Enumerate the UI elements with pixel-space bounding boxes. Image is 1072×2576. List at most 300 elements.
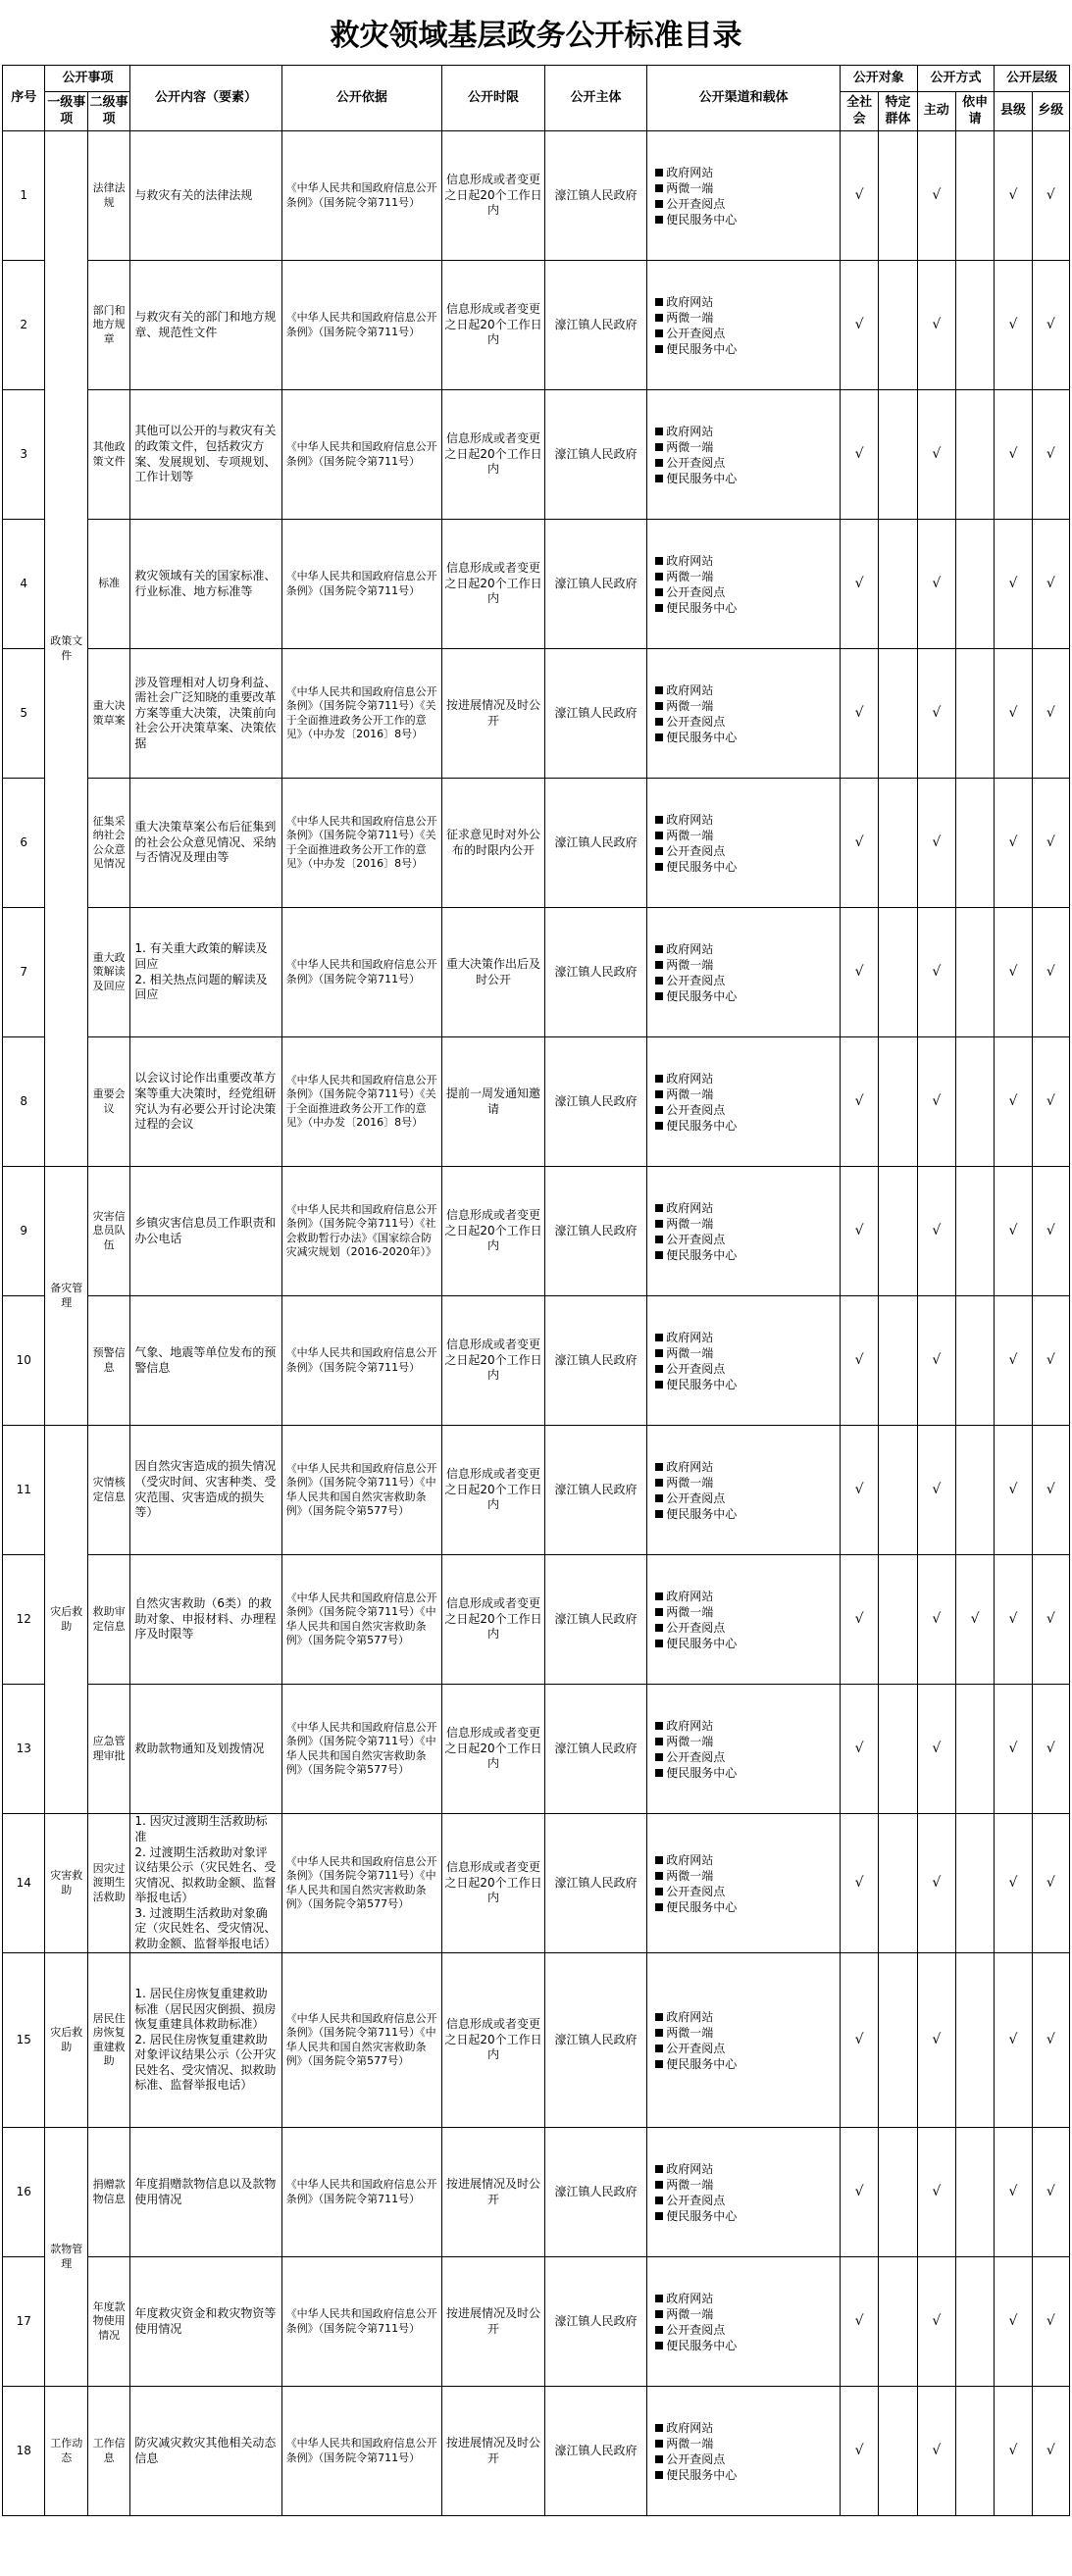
channel-item (655, 2193, 832, 2208)
table-row (3, 1685, 1070, 1814)
channel-label: 公开查阅点 (666, 843, 726, 858)
channel-item (655, 310, 832, 326)
first-level-item: 政策文件 (45, 131, 87, 1167)
check-county: √ (995, 1296, 1032, 1426)
second-level-item: 征集采纳社会公众意见情况 (87, 779, 129, 908)
check-active: √ (917, 908, 955, 1037)
bullet-square-icon (655, 588, 663, 596)
channel-label: 政府网站 (666, 2161, 714, 2176)
check-active: √ (917, 1953, 955, 2128)
check-active: √ (917, 131, 955, 261)
bullet-square-icon (655, 475, 663, 482)
row-number: 18 (3, 2387, 45, 2516)
channel-item (655, 1884, 832, 1899)
content-cell: 与救灾有关的法律法规 (130, 131, 281, 261)
check-active: √ (917, 520, 955, 649)
check-on-request (955, 1296, 994, 1426)
channel-item (655, 1102, 832, 1118)
check-all-society: √ (840, 1555, 878, 1685)
channel-item (655, 2009, 832, 2025)
check-active: √ (917, 1814, 955, 1953)
check-township: √ (1032, 1685, 1069, 1814)
check-specific-group (879, 2387, 917, 2516)
second-level-item: 其他政策文件 (87, 390, 129, 520)
channel-list (651, 553, 836, 616)
channel-item (655, 682, 832, 698)
basis-cell: 《中华人民共和国政府信息公开条例》（国务院令第711号）《社会救助暂行办法》《国家综合防灾减灾规划（2016-2020年）》 (281, 1167, 442, 1296)
channel-label: 便民服务中心 (666, 988, 738, 1003)
subject-cell: 濠江镇人民政府 (544, 1296, 647, 1426)
bullet-square-icon (655, 977, 663, 985)
bullet-square-icon (655, 1856, 663, 1864)
channels-cell (647, 1814, 841, 1953)
check-all-society: √ (840, 1814, 878, 1953)
content-cell: 1. 因灾过渡期生活救助标准 2. 过渡期生活救助对象评议结果公示（灾民姓名、受灾情况、拟救助金额、监督举报电话） 3. 过渡期生活救助对象确定（灾民姓名、受灾情况、救助金额、监督举报电话） (130, 1814, 281, 1953)
second-level-item: 灾情核定信息 (87, 1426, 129, 1555)
bullet-square-icon (655, 816, 663, 824)
bullet-square-icon (655, 2424, 663, 2432)
channel-label: 公开查阅点 (666, 1620, 726, 1635)
table-row (3, 520, 1070, 649)
check-county: √ (995, 261, 1032, 390)
check-active: √ (917, 1037, 955, 1167)
bullet-square-icon (655, 2471, 663, 2479)
check-specific-group (879, 779, 917, 908)
bullet-square-icon (655, 329, 663, 337)
time-limit-cell: 信息形成或者变更之日起20个工作日内 (442, 1296, 545, 1426)
basis-cell: 《中华人民共和国政府信息公开条例》（国务院令第711号） (281, 908, 442, 1037)
channel-label: 两微一端 (666, 1868, 714, 1883)
time-limit-cell: 信息形成或者变更之日起20个工作日内 (442, 1814, 545, 1953)
row-number: 12 (3, 1555, 45, 1685)
bullet-square-icon (655, 992, 663, 1000)
check-all-society: √ (840, 2128, 878, 2257)
channel-item (655, 2177, 832, 2193)
bullet-square-icon (655, 961, 663, 969)
check-specific-group (879, 1555, 917, 1685)
check-active: √ (917, 1555, 955, 1685)
bullet-square-icon (655, 1220, 663, 1228)
channels-cell (647, 520, 841, 649)
row-number: 10 (3, 1296, 45, 1426)
bullet-square-icon (655, 1888, 663, 1895)
bullet-square-icon (655, 2342, 663, 2349)
channel-label: 公开查阅点 (666, 1232, 726, 1246)
table-row (3, 390, 1070, 520)
channel-label: 两微一端 (666, 1604, 714, 1619)
basis-cell: 《中华人民共和国政府信息公开条例》（国务院令第711号） (281, 131, 442, 261)
bullet-square-icon (655, 686, 663, 694)
channels-cell (647, 1296, 841, 1426)
check-township: √ (1032, 2387, 1069, 2516)
check-county: √ (995, 1426, 1032, 1555)
table-row (3, 1426, 1070, 1555)
bullet-square-icon (655, 428, 663, 435)
bullet-square-icon (655, 1122, 663, 1130)
channel-label: 便民服务中心 (666, 2338, 738, 2352)
check-active: √ (917, 649, 955, 779)
bullet-square-icon (655, 2295, 663, 2302)
bullet-square-icon (655, 945, 663, 953)
check-specific-group (879, 1167, 917, 1296)
check-all-society: √ (840, 1296, 878, 1426)
table-row (3, 1814, 1070, 1953)
check-township: √ (1032, 2128, 1069, 2257)
channel-label: 政府网站 (666, 294, 714, 309)
channel-label: 公开查阅点 (666, 1102, 726, 1117)
header-township: 乡级 (1032, 92, 1069, 131)
channel-label: 公开查阅点 (666, 326, 726, 340)
bullet-square-icon (655, 2013, 663, 2021)
channel-label: 政府网站 (666, 553, 714, 568)
channel-label: 政府网站 (666, 2009, 714, 2024)
check-active: √ (917, 2387, 955, 2516)
time-limit-cell: 信息形成或者变更之日起20个工作日内 (442, 390, 545, 520)
bullet-square-icon (655, 1510, 663, 1518)
channel-item (655, 2056, 832, 2072)
check-county: √ (995, 1555, 1032, 1685)
channel-item (655, 1475, 832, 1490)
bullet-square-icon (655, 1753, 663, 1761)
channel-list (651, 1459, 836, 1522)
check-all-society: √ (840, 1953, 878, 2128)
content-cell: 1. 有关重大政策的解读及回应 2. 相关热点问题的解读及回应 (130, 908, 281, 1037)
channel-label: 两微一端 (666, 2306, 714, 2321)
channel-label: 便民服务中心 (666, 1506, 738, 1521)
basis-cell: 《中华人民共和国政府信息公开条例》（国务院令第711号）《关于全面推进政务公开工作的意见》（中办发〔2016〕8号） (281, 1037, 442, 1167)
bullet-square-icon (655, 200, 663, 208)
check-all-society: √ (840, 2257, 878, 2387)
channel-item (655, 1490, 832, 1506)
check-on-request (955, 1426, 994, 1555)
check-on-request (955, 2387, 994, 2516)
channel-item (655, 843, 832, 859)
channel-label: 政府网站 (666, 165, 714, 179)
time-limit-cell: 信息形成或者变更之日起20个工作日内 (442, 520, 545, 649)
time-limit-cell: 信息形成或者变更之日起20个工作日内 (442, 1953, 545, 2128)
table-row (3, 908, 1070, 1037)
check-specific-group (879, 131, 917, 261)
channel-item (655, 941, 832, 957)
channels-cell (647, 261, 841, 390)
row-number: 1 (3, 131, 45, 261)
check-specific-group (879, 1426, 917, 1555)
check-county: √ (995, 1167, 1032, 1296)
header-level2: 二级事项 (87, 92, 129, 131)
subject-cell: 濠江镇人民政府 (544, 520, 647, 649)
bullet-square-icon (655, 1334, 663, 1341)
bullet-square-icon (655, 1592, 663, 1600)
header-level-group: 公开层级 (995, 66, 1070, 92)
bullet-square-icon (655, 2165, 663, 2173)
channel-label: 两微一端 (666, 310, 714, 325)
basis-cell: 《中华人民共和国政府信息公开条例》（国务院令第711号） (281, 390, 442, 520)
content-cell: 重大决策草案公布后征集到的社会公众意见情况、采纳与否情况及理由等 (130, 779, 281, 908)
bullet-square-icon (655, 733, 663, 741)
check-township: √ (1032, 1296, 1069, 1426)
check-active: √ (917, 1167, 955, 1296)
table-body (3, 131, 1070, 2516)
header-basis: 公开依据 (281, 66, 442, 131)
bullet-square-icon (655, 557, 663, 565)
bullet-square-icon (655, 298, 663, 306)
channel-item (655, 1232, 832, 1247)
time-limit-cell: 信息形成或者变更之日起20个工作日内 (442, 1555, 545, 1685)
channel-item (655, 828, 832, 843)
header-time-limit: 公开时限 (442, 66, 545, 131)
bullet-square-icon (655, 604, 663, 612)
time-limit-cell: 按进展情况及时公开 (442, 649, 545, 779)
channel-item (655, 2467, 832, 2483)
table-row (3, 1555, 1070, 1685)
channel-item (655, 1589, 832, 1604)
channel-label: 两微一端 (666, 2177, 714, 2192)
channel-item (655, 859, 832, 875)
channel-label: 公开查阅点 (666, 1361, 726, 1376)
channels-cell (647, 908, 841, 1037)
channel-list (651, 2161, 836, 2224)
bullet-square-icon (655, 1722, 663, 1730)
check-township: √ (1032, 779, 1069, 908)
subject-cell: 濠江镇人民政府 (544, 1685, 647, 1814)
channel-item (655, 439, 832, 455)
channel-list (651, 294, 836, 357)
channel-label: 两微一端 (666, 698, 714, 713)
basis-cell: 《中华人民共和国政府信息公开条例》（国务院令第711号） (281, 261, 442, 390)
header-level1: 一级事项 (45, 92, 87, 131)
bullet-square-icon (655, 169, 663, 177)
check-specific-group (879, 1296, 917, 1426)
check-all-society: √ (840, 1426, 878, 1555)
check-county: √ (995, 1953, 1032, 2128)
check-on-request (955, 1167, 994, 1296)
subject-cell: 濠江镇人民政府 (544, 779, 647, 908)
channel-item (655, 1749, 832, 1765)
channels-cell (647, 1555, 841, 1685)
check-on-request (955, 1814, 994, 1953)
channels-cell (647, 2128, 841, 2257)
channel-list (651, 2291, 836, 2353)
check-on-request (955, 908, 994, 1037)
page-title: 救灾领域基层政务公开标准目录 (330, 19, 742, 53)
check-county: √ (995, 908, 1032, 1037)
check-active: √ (917, 1426, 955, 1555)
channel-label: 便民服务中心 (666, 2208, 738, 2223)
check-active: √ (917, 779, 955, 908)
header-items-group: 公开事项 (45, 66, 130, 92)
channel-list (651, 424, 836, 486)
row-number: 4 (3, 520, 45, 649)
channel-item (655, 812, 832, 828)
channels-cell (647, 1953, 841, 2128)
channel-label: 公开查阅点 (666, 2193, 726, 2207)
bullet-square-icon (655, 2212, 663, 2220)
header-on-request: 依申请 (955, 92, 994, 131)
subject-cell: 濠江镇人民政府 (544, 131, 647, 261)
first-level-item: 灾后救助 (45, 1426, 87, 1814)
channels-cell (647, 649, 841, 779)
row-number: 11 (3, 1426, 45, 1555)
channel-item (655, 2208, 832, 2224)
channel-item (655, 1852, 832, 1868)
check-specific-group (879, 908, 917, 1037)
second-level-item: 重大决策草案 (87, 649, 129, 779)
bullet-square-icon (655, 443, 663, 451)
channel-item (655, 1765, 832, 1781)
second-level-item: 因灾过渡期生活救助 (87, 1814, 129, 1953)
second-level-item: 灾害信息员队伍 (87, 1167, 129, 1296)
channel-label: 政府网站 (666, 1459, 714, 1474)
bullet-square-icon (655, 2455, 663, 2463)
check-on-request (955, 779, 994, 908)
channel-item (655, 1247, 832, 1263)
second-level-item: 重要会议 (87, 1037, 129, 1167)
time-limit-cell: 信息形成或者变更之日起20个工作日内 (442, 1426, 545, 1555)
subject-cell: 濠江镇人民政府 (544, 2387, 647, 2516)
check-on-request (955, 131, 994, 261)
basis-cell: 《中华人民共和国政府信息公开条例》（国务院令第711号） (281, 2128, 442, 2257)
channel-item (655, 1636, 832, 1651)
check-specific-group (879, 390, 917, 520)
check-township: √ (1032, 1555, 1069, 1685)
channel-label: 便民服务中心 (666, 730, 738, 744)
content-cell: 因自然灾害造成的损失情况（受灾时间、灾害种类、受灾范围、灾害造成的损失等） (130, 1426, 281, 1555)
check-all-society: √ (840, 908, 878, 1037)
subject-cell: 濠江镇人民政府 (544, 2257, 647, 2387)
channels-cell (647, 390, 841, 520)
content-cell: 年度捐赠款物信息以及款物使用情况 (130, 2128, 281, 2257)
bullet-square-icon (655, 1738, 663, 1745)
second-level-item: 捐赠款物信息 (87, 2128, 129, 2257)
channel-list (651, 1071, 836, 1134)
bullet-square-icon (655, 2029, 663, 2037)
header-active: 主动 (917, 92, 955, 131)
basis-cell: 《中华人民共和国政府信息公开条例》（国务院令第711号）《中华人民共和国自然灾害救助条例》（国务院令第577号） (281, 1555, 442, 1685)
bullet-square-icon (655, 1479, 663, 1487)
channel-label: 政府网站 (666, 424, 714, 438)
bullet-square-icon (655, 459, 663, 467)
first-level-item: 备灾管理 (45, 1167, 87, 1426)
first-level-item: 灾害救助 (45, 1814, 87, 1953)
check-active: √ (917, 1685, 955, 1814)
channel-label: 便民服务中心 (666, 1247, 738, 1262)
bullet-square-icon (655, 184, 663, 192)
channel-item (655, 2451, 832, 2467)
second-level-item: 预警信息 (87, 1296, 129, 1426)
check-township: √ (1032, 390, 1069, 520)
check-specific-group (879, 261, 917, 390)
header-all-society: 全社会 (840, 92, 878, 131)
channel-label: 公开查阅点 (666, 1490, 726, 1505)
channel-label: 便民服务中心 (666, 1377, 738, 1391)
check-township: √ (1032, 1814, 1069, 1953)
channel-item (655, 424, 832, 439)
channel-label: 便民服务中心 (666, 600, 738, 615)
channel-label: 便民服务中心 (666, 212, 738, 227)
subject-cell: 濠江镇人民政府 (544, 1555, 647, 1685)
time-limit-cell: 信息形成或者变更之日起20个工作日内 (442, 1167, 545, 1296)
bullet-square-icon (655, 2310, 663, 2318)
channel-item (655, 165, 832, 180)
channel-label: 便民服务中心 (666, 471, 738, 485)
check-township: √ (1032, 1037, 1069, 1167)
channel-item (655, 1459, 832, 1475)
channel-list (651, 682, 836, 745)
row-number: 14 (3, 1814, 45, 1953)
channel-label: 政府网站 (666, 941, 714, 956)
bullet-square-icon (655, 2060, 663, 2068)
channel-item (655, 1868, 832, 1884)
table-row (3, 131, 1070, 261)
catalog-table (2, 65, 1070, 2516)
channel-item (655, 2322, 832, 2338)
channels-cell (647, 1167, 841, 1296)
channel-item (655, 988, 832, 1004)
header-seq: 序号 (3, 66, 45, 131)
subject-cell: 濠江镇人民政府 (544, 2128, 647, 2257)
basis-cell: 《中华人民共和国政府信息公开条例》（国务院令第711号）《中华人民共和国自然灾害救助条例》（国务院令第577号） (281, 1953, 442, 2128)
bullet-square-icon (655, 832, 663, 839)
check-township: √ (1032, 520, 1069, 649)
check-county: √ (995, 2387, 1032, 2516)
bullet-square-icon (655, 702, 663, 710)
bullet-square-icon (655, 1624, 663, 1632)
bullet-square-icon (655, 2326, 663, 2334)
check-county: √ (995, 2128, 1032, 2257)
second-level-item: 标准 (87, 520, 129, 649)
bullet-square-icon (655, 1494, 663, 1502)
check-county: √ (995, 520, 1032, 649)
subject-cell: 濠江镇人民政府 (544, 1953, 647, 2128)
content-cell: 救灾领域有关的国家标准、行业标准、地方标准等 (130, 520, 281, 649)
check-township: √ (1032, 649, 1069, 779)
table-row (3, 1953, 1070, 2128)
bullet-square-icon (655, 345, 663, 353)
check-active: √ (917, 1296, 955, 1426)
content-cell: 救助款物通知及划拨情况 (130, 1685, 281, 1814)
channel-item (655, 1718, 832, 1734)
table-row (3, 2128, 1070, 2257)
basis-cell: 《中华人民共和国政府信息公开条例》（国务院令第711号）《关于全面推进政务公开工作的意见》（中办发〔2016〕8号） (281, 649, 442, 779)
check-all-society: √ (840, 131, 878, 261)
channel-item (655, 1330, 832, 1345)
channel-item (655, 698, 832, 714)
check-all-society: √ (840, 1167, 878, 1296)
check-on-request (955, 2128, 994, 2257)
channel-item (655, 341, 832, 357)
channel-list (651, 812, 836, 875)
channel-item (655, 1086, 832, 1102)
channel-label: 两微一端 (666, 2025, 714, 2040)
channel-label: 政府网站 (666, 1071, 714, 1086)
first-level-item: 灾后救助 (45, 1953, 87, 2128)
channel-list (651, 941, 836, 1004)
bullet-square-icon (655, 1204, 663, 1212)
content-cell: 1. 居民住房恢复重建救助标准（居民因灾倒损、损房恢复重建具体救助标准） 2. 居民住房恢复重建救助对象评议结果公示（公开灾民姓名、受灾情况、拟救助标准、监督举报电话） (130, 1953, 281, 2128)
channel-list (651, 1200, 836, 1263)
check-all-society: √ (840, 649, 878, 779)
channel-label: 政府网站 (666, 2291, 714, 2305)
check-specific-group (879, 1953, 917, 2128)
table-row (3, 779, 1070, 908)
check-on-request: √ (955, 1555, 994, 1685)
channel-item (655, 553, 832, 569)
second-level-item: 应急管理审批 (87, 1685, 129, 1814)
bullet-square-icon (655, 1381, 663, 1389)
channel-label: 两微一端 (666, 1734, 714, 1748)
check-county: √ (995, 131, 1032, 261)
check-township: √ (1032, 908, 1069, 1037)
